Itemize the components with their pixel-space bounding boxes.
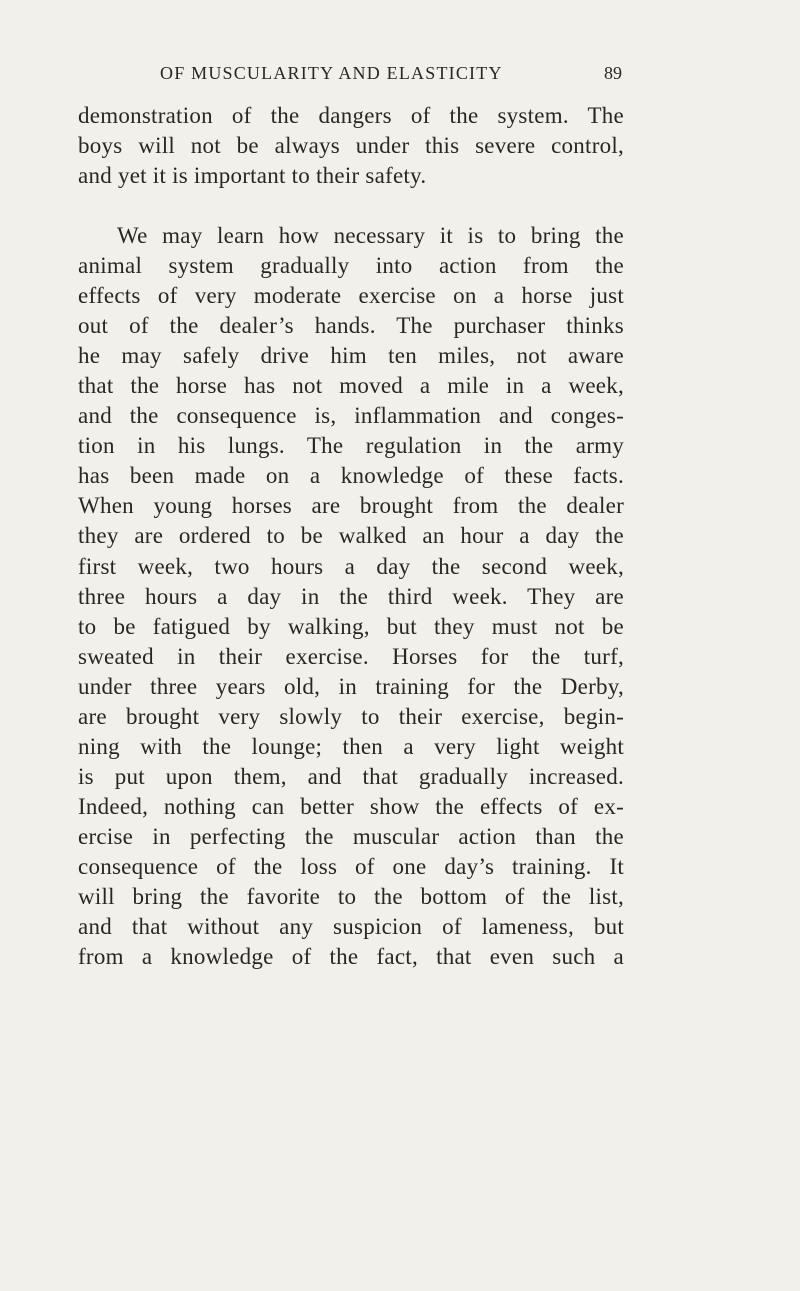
- text-line: are brought very slowly to their exercise, begin-: [78, 703, 624, 729]
- text-line: boys will not be always under this severe control,: [78, 133, 624, 159]
- text-line: consequence of the loss of one day’s training. It: [78, 853, 624, 879]
- text-line: they are ordered to be walked an hour a day the: [78, 523, 624, 549]
- text-line: ning with the lounge; then a very light weight: [78, 733, 624, 759]
- text-line: out of the dealer’s hands. The purchaser thinks: [78, 313, 624, 339]
- text-line: and the consequence is, inflammation and conges-: [78, 403, 624, 429]
- text-line: has been made on a knowledge of these facts.: [78, 463, 624, 489]
- paragraph-2: [78, 221, 624, 972]
- text-line: under three years old, in training for the Derby,: [78, 673, 624, 699]
- text-line: When young horses are brought from the dealer: [78, 493, 624, 519]
- paragraph-1: [78, 101, 624, 191]
- text-line: and that without any suspicion of lameness, but: [78, 914, 624, 940]
- text-line: and yet it is important to their safety.: [78, 163, 427, 189]
- running-head: OF MUSCULARITY AND ELASTICITY: [160, 63, 503, 83]
- text-line: first week, two hours a day the second week,: [78, 553, 624, 579]
- text-line: will bring the favorite to the bottom of the list,: [78, 884, 624, 910]
- text-line: We may learn how necessary it is to bring the: [117, 223, 624, 248]
- text-line: ercise in perfecting the muscular action than the: [78, 823, 624, 849]
- text-line: from a knowledge of the fact, that even such a: [78, 944, 624, 970]
- text-line: Indeed, nothing can better show the effects of ex-: [78, 793, 624, 819]
- text-line: is put upon them, and that gradually increased.: [78, 763, 624, 789]
- text-line: sweated in their exercise. Horses for the turf,: [78, 643, 624, 669]
- text-line: tion in his lungs. The regulation in the army: [78, 433, 624, 459]
- text-line: effects of very moderate exercise on a horse just: [78, 283, 624, 309]
- text-line: he may safely drive him ten miles, not aware: [78, 343, 624, 369]
- page-number: 89: [604, 63, 622, 83]
- text-line: three hours a day in the third week. They are: [78, 583, 624, 609]
- text-line: animal system gradually into action from the: [78, 253, 624, 279]
- text-line: that the horse has not moved a mile in a week,: [78, 373, 624, 399]
- text-line: demonstration of the dangers of the system. The: [78, 103, 624, 128]
- text-line: to be fatigued by walking, but they must not be: [78, 613, 624, 639]
